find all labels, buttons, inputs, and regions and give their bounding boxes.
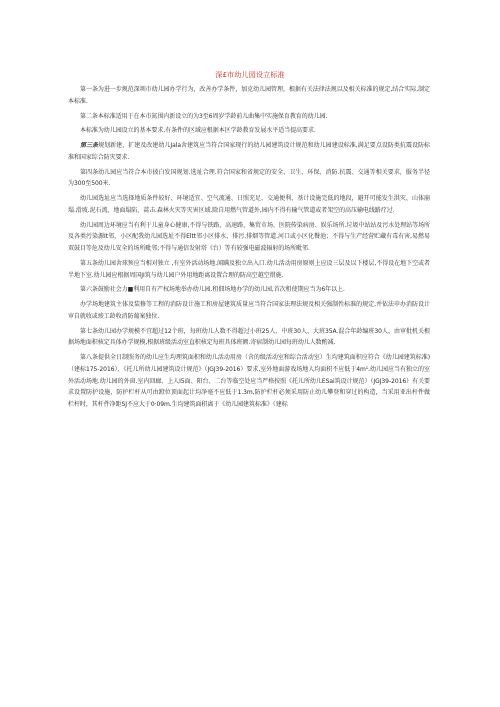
article-paragraph bbox=[68, 167, 430, 191]
paragraph-text: 第一条为进一步规范深圳市幼儿园办学行为，改善办学条件，加克幼儿园管理，根据有关法律法规以及相关标准的规定,结合实际,制定本标准. bbox=[68, 86, 430, 105]
paragraph-text: 第七条幼儿园办学规模不宜超过12个班，每班幼儿人数不得超过小班25人、中班30人、大班35A.混合年龄编班30人，由审批机关根据场地面积核定具体办学规模,根据班级活动室直积核定每班具体班额.寄宿制幼儿园每班幼儿人数酌减. bbox=[68, 327, 430, 347]
article-paragraph bbox=[68, 111, 430, 123]
paragraph-text: 第二条本标准适用于在本市氮围内新设立的为3至6周岁学龄前儿曲集中实施保育教育的幼儿园. bbox=[80, 112, 328, 120]
paragraph-text: 办学场地建筑主体及装修等工程的消防设计施工和房屋建筑质量应当符合国家法理法规及相关强制性标准的规定,并依法申办消防设计审自就收或竣工龄收消防葡案独位. bbox=[68, 301, 430, 320]
paragraph-text: 规划新建、扩建及改建幼儿Jala舍建筑应当符合国家现行的幼儿园建筑设计规范和幼儿园建设标准,满足要点设防类抗震设防标准和国家综合防灾要求. bbox=[68, 142, 430, 161]
paragraph-text: 第六条鼓励社会力■利用自有产权场地举办幼儿园.租佃场地办学的幼儿园,首次租使期应当为6年以上. bbox=[80, 286, 345, 294]
paragraph-text: 本标准为幼儿园设立的基本要求,有条件的区域应根据本区学龄教育发展水平适当提高要求. bbox=[80, 127, 316, 135]
article-paragraph bbox=[68, 284, 430, 296]
article-paragraph bbox=[68, 193, 430, 217]
article-paragraph bbox=[68, 220, 430, 255]
article-paragraph bbox=[68, 299, 430, 323]
paragraph-text: 第八条提供全日制照务的幼儿应生均理筑面积和幼儿活动用房（含的级活动室和综合活动室）生均建筑面积应符合《幼儿园建筑标准)（建标175-2016）、《托儿所幼儿园建筑设计规范》（JGJ39-2016）要求,室外地面游戏场地人均面积不应低于4m¹.幼儿园应当有独立的室外活动场地.幼儿园的外窗.室内回廊、上人I5面、阳台、二台等临空处应当严格按照《托儿所幼儿ESai筑设计规范）（JGJ39-2016）有关要求设置防护设施，防护栏杆从可由蹬位顶面起计均净毫不应低于1.3m,防护栏杆必须采用防止幼儿攀登和穿过的构造，当采用亚出杆件做栏杆时，其杆件净距SJ不应大于0·09m.生均建筑面积离于《幼儿园建筑标准》（建标 bbox=[68, 354, 430, 408]
article-paragraph bbox=[68, 326, 430, 350]
article-paragraph bbox=[68, 258, 430, 282]
document-body bbox=[68, 84, 430, 414]
article-paragraph bbox=[68, 84, 430, 108]
article-lead-label: 第三条 bbox=[80, 142, 99, 149]
paragraph-text: 第五条幼儿园舍球预应当相对独立 ,有室外活动场地.闻蹒及独立出入口.幼儿活动用房原则上应设三层及以下楼层,不得设在地下空或者半地下室.幼儿园应根据周国JI筑与幼儿园户外用地距离设置合理的防高空越空措施. bbox=[68, 259, 430, 279]
document-title: 深£市幼儿园设立标准 bbox=[215, 71, 285, 79]
paragraph-text: 幼儿园周边环境应当有利于儿童身心健康,不得与铁路、高速路、集贸市场、医院传染病房、娱乐场所.垃圾中站站及污水处理站等场所及各类污染源It邻，小区配我幼儿园选址不得Eltt邻小区排水、排污.排烟等管道.河口或小区化餐池；不得与生产经营贮藏有毒有害,易燃易双鼓目等危及幼儿安全的场所毗邻;不得与通信发射塔《台）等有较强电磁波辐射的场所毗邻. bbox=[68, 221, 430, 252]
article-paragraph bbox=[68, 140, 430, 164]
article-paragraph bbox=[68, 125, 430, 137]
paragraph-text: 幼儿园选址应当选择地质条件较好、环境适宜、空气流通、日照充足、交通便利、基计设施完低的地段，避开可能发生洪灾、山体崩塌.滑坡.泥石流、地面塌陷、蒿击.森林火灾等灾害区域.除自用燃气管道外,园内不得有输气管道或者架空的高压输电线路疗过. bbox=[68, 195, 430, 214]
paragraph-text: 第四条幼儿园应当符合本市披白发国规划.选址合理.符合国家和省规定的安全、卫生、环保、消防.抗震、交通等相关要求，服务半径为300至500米. bbox=[68, 168, 430, 188]
article-paragraph bbox=[68, 352, 430, 411]
